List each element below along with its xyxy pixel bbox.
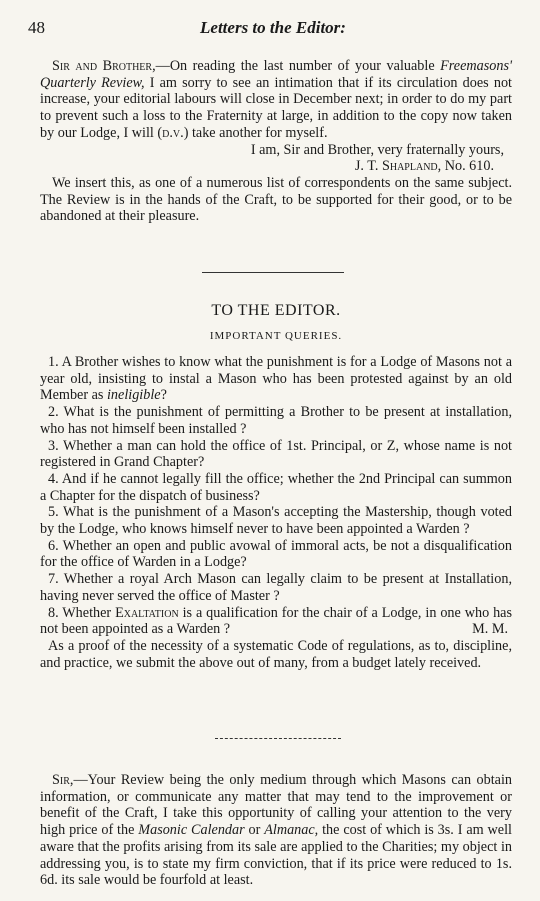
query-item: 2. What is the punishment of permitting a Brother to be present at installation, who has not himself been installed ? — [40, 404, 512, 437]
query-item: 1. A Brother wishes to know what the punishment is for a Lodge of Masons not a year old, insisting to instal a Mason who has been protested against by an old Member as ineligible? — [40, 354, 512, 404]
page-header — [28, 18, 518, 42]
query-item: 7. Whether a royal Arch Mason can legally claim to be present at Installation, having never served the office of Master ? — [40, 571, 512, 604]
letter-1 — [40, 58, 512, 225]
signature: J. T. Shapland, No. 610. — [354, 158, 494, 175]
letter-1-signoff — [40, 142, 504, 175]
query-item: 8. Whether Exaltation is a qualification for the chair of a Lodge, in one who has not been appointed as a Warden ? M. M. — [40, 604, 512, 638]
letter-2-body: Sir,—Your Review being the only medium through which Masons can obtain information, or communicate any matter that may tend to the improvement or benefit of the Craft, I take this opportunity of calling your attention to the very high price of the Masonic Calendar or Almanac, the cost of which is 3s. I am well aware that the profits arising from its sale are applied to the Charities; my object in addressing you, is to state my firm conviction, that if its price were reduced to 1s. 6d. its sale would be fourfold at least. — [40, 772, 512, 889]
editor-note: We insert this, as one of a numerous list of correspondents on the same subject. The Review is in the hands of the Craft, to be supported for their good, or to be abandoned at their pleasure. — [40, 174, 512, 225]
query-item: 3. Whether a man can hold the office of 1st. Principal, or Z, whose name is not registered in Grand Chapter? — [40, 437, 512, 471]
closing-line: I am, Sir and Brother, very fraternally yours, — [250, 141, 504, 158]
query-item: 6. Whether an open and public avowal of immoral acts, be not a disqualification for the office of Warden in a Lodge? — [40, 537, 512, 571]
section-divider — [202, 272, 344, 273]
section-title: TO THE EDITOR. — [211, 302, 341, 319]
letter-2 — [40, 772, 512, 889]
letter-1-body: Sir and Brother,—On reading the last number of your valuable Freemasons' Quarterly Review, I am sorry to see an intimation that if its circulation does not increase, your editorial labours will close in December next; in order to do my part to prevent such a loss to the Fraternity at large, in addition to the copy now taken by our Lodge, I will (d.v.) take another for myself. — [40, 58, 512, 141]
publication-title: Freemasons' Quarterly Review, — [40, 58, 512, 91]
letter-2-salutation: Sir, — [52, 772, 74, 788]
closing-note: As a proof of the necessity of a systematic Code of regulations, as to, discipline, and practice, we submit the above out of many, from a budget lately received. — [40, 637, 512, 671]
section-subtitle: IMPORTANT QUERIES. — [209, 330, 343, 342]
running-title: Letters to the Editor: — [200, 18, 346, 37]
queries-list — [40, 354, 512, 671]
query-signature: M. M. — [472, 621, 508, 638]
query-item: 5. What is the punishment of a Mason's accepting the Mastership, though voted by the Lodge, who knows himself never to have been appointed a Warden ? — [40, 504, 512, 538]
page-number: 48 — [28, 18, 45, 37]
section-divider-2 — [215, 738, 341, 739]
query-item: 4. And if he cannot legally fill the office; whether the 2nd Principal can summon a Chapter for the dispatch of business? — [40, 470, 512, 504]
letter-1-salutation: Sir and Brother, — [52, 58, 156, 74]
